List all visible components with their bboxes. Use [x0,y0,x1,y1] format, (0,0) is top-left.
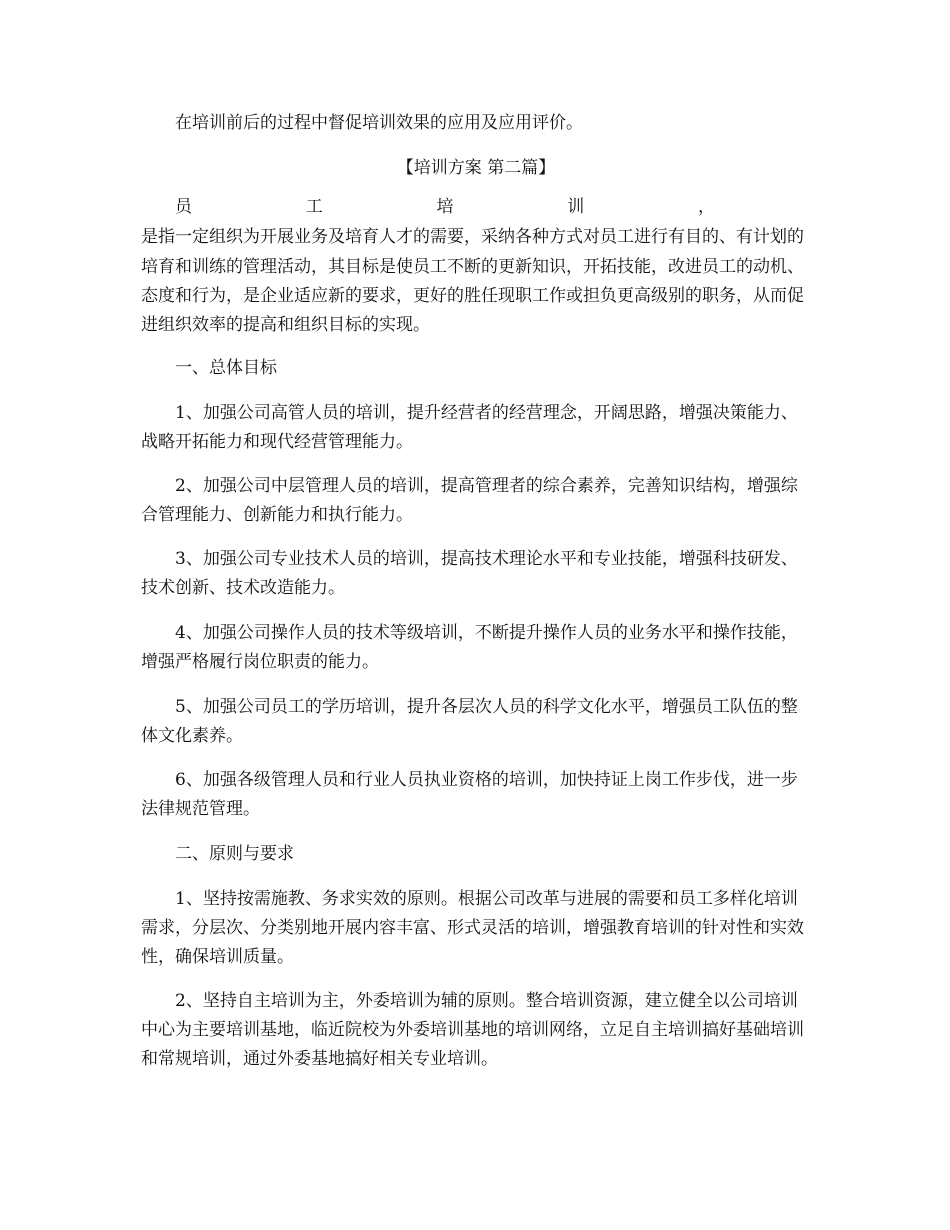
section-heading: 一、总体目标 [175,358,277,378]
paragraph-line: 3、加强公司专业技术人员的培训，提高技术理论水平和专业技能，增强科技研发、 [175,549,798,569]
paragraph-line: 需求，分层次、分类别地开展内容丰富、形式灵活的培训，增强教育培训的针对性和实效 [141,918,804,938]
paragraph-line: 1、加强公司高管人员的培训，提升经营者的经营理念，开阔思路，增强决策能力、 [175,403,798,423]
paragraph-line: 5、加强公司员工的学历培训，提升各层次人员的科学文化水平，增强员工队伍的整 [175,697,798,717]
paragraph-line: 是指一定组织为开展业务及培育人才的需要，采纳各种方式对员工进行有目的、有计划的 [141,227,804,247]
paragraph-line: 进组织效率的提高和组织目标的实现。 [141,315,430,335]
spaced-char: 训 [567,197,585,217]
paragraph-line: 战略开拓能力和现代经营管理能力。 [141,432,413,452]
paragraph-line: 中心为主要培训基地，临近院校为外委培训基地的培训网络，立足自主培训搞好基础培训 [141,1020,804,1040]
spaced-char: ， [698,197,715,217]
paragraph-line: 体文化素养。 [141,726,243,746]
section-title: 【培训方案 第二篇】 [396,158,556,178]
paragraph-line: 4、加强公司操作人员的技术等级培训，不断提升操作人员的业务水平和操作技能， [175,623,798,643]
paragraph-line: 2、坚持自主培训为主，外委培训为辅的原则。整合培训资源，建立健全以公司培训 [175,991,798,1011]
paragraph-line: 1、坚持按需施教、务求实效的原则。根据公司改革与进展的需要和员工多样化培训 [175,889,798,909]
paragraph-line: 2、加强公司中层管理人员的培训，提高管理者的综合素养，完善知识结构，增强综 [175,476,798,496]
paragraph-line: 和常规培训，通过外委基地搞好相关专业培训。 [141,1049,498,1069]
paragraph-line: 培育和训练的管理活动，其目标是使员工不断的更新知识，开拓技能，改进员工的动机、 [141,257,804,277]
paragraph-line: 6、加强各级管理人员和行业人员执业资格的培训，加快持证上岗工作步伐，进一步 [175,770,798,790]
paragraph-line: 性，确保培训质量。 [141,947,294,967]
paragraph-line: 技术创新、技术改造能力。 [141,578,345,598]
spaced-char: 工 [305,197,323,217]
paragraph-line: 在培训前后的过程中督促培训效果的应用及应用评价。 [175,113,583,133]
spaced-char: 员 [175,197,192,217]
paragraph-line: 增强严格履行岗位职责的能力。 [141,652,379,672]
paragraph-line: 法律规范管理。 [141,799,260,819]
paragraph-line: 态度和行为，是企业适应新的要求，更好的胜任现职工作或担负更高级别的职务，从而促 [141,286,804,306]
spaced-char: 培 [436,197,454,217]
section-heading: 二、原则与要求 [175,844,294,864]
paragraph-line: 合管理能力、创新能力和执行能力。 [141,505,413,525]
definition-spaced-term [175,196,715,218]
